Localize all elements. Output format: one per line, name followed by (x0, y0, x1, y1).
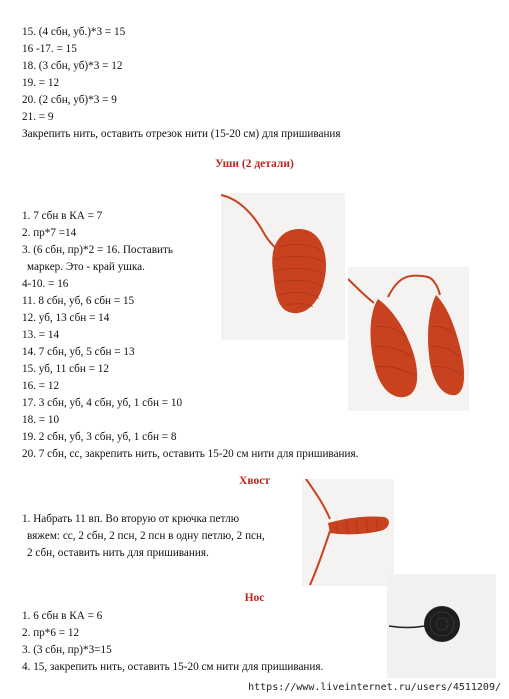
ears-pair-photo (348, 267, 469, 411)
top-line-3: 18. (3 сбн, уб)*3 = 12 (22, 60, 123, 72)
ears-line-8: 13. = 14 (22, 329, 60, 341)
source-url[interactable]: https://www.liveinternet.ru/users/4511209/ (248, 682, 501, 693)
tail-line-3: 2 сбн, оставить нить для пришивания. (27, 547, 209, 559)
ears-line-3: 3. (6 сбн, пр)*2 = 16. Поставить (22, 244, 174, 256)
tail-line-1: 1. Набрать 11 вп. Во вторую от крючка петлю (22, 513, 240, 525)
ears-title: Уши (2 детали) (215, 158, 294, 170)
nose-title: Нос (244, 592, 265, 604)
nose-line-2: 2. пр*6 = 12 (22, 627, 80, 639)
ears-line-5: 4-10. = 16 (22, 278, 69, 290)
ears-line-13: 18. = 10 (22, 414, 60, 426)
ears-line-11: 16. = 12 (22, 380, 60, 392)
ears-line-4: маркер. Это - край ушка. (27, 261, 145, 273)
ears-line-1: 1. 7 сбн в КА = 7 (22, 210, 103, 222)
top-line-6: 21. = 9 (22, 111, 54, 123)
top-line-7: Закрепить нить, оставить отрезок нити (15-20 см) для пришивания (22, 128, 341, 140)
tail-title: Хвост (239, 475, 270, 487)
ear-small-photo (221, 193, 345, 340)
ears-line-15: 20. 7 сбн, сс, закрепить нить, оставить 15-20 см нити для пришивания. (22, 448, 359, 460)
top-line-1: 15. (4 сбн, уб.)*3 = 15 (22, 26, 126, 38)
top-line-5: 20. (2 сбн, уб)*3 = 9 (22, 94, 117, 106)
ears-line-12: 17. 3 сбн, уб, 4 сбн, уб, 1 сбн = 10 (22, 397, 183, 409)
nose-line-1: 1. 6 сбн в КА = 6 (22, 610, 103, 622)
nose-line-4: 4. 15, закрепить нить, оставить 15-20 см нити для пришивания. (22, 661, 324, 673)
tail-photo (302, 479, 394, 586)
top-line-4: 19. = 12 (22, 77, 60, 89)
ears-line-6: 11. 8 сбн, уб, 6 сбн = 15 (22, 295, 135, 307)
ears-line-10: 15. уб, 11 сбн = 12 (22, 363, 109, 375)
top-line-2: 16 -17. = 15 (22, 43, 77, 55)
nose-line-3: 3. (3 сбн, пр)*3=15 (22, 644, 112, 656)
ears-line-2: 2. пр*7 =14 (22, 227, 77, 239)
ears-line-9: 14. 7 сбн, уб, 5 сбн = 13 (22, 346, 135, 358)
nose-photo (387, 574, 496, 678)
tail-line-2: вяжем: сс, 2 сбн, 2 псн, 2 псн в одну петлю, 2 псн, (27, 530, 265, 542)
ears-line-7: 12. уб, 13 сбн = 14 (22, 312, 110, 324)
ears-line-14: 19. 2 сбн, уб, 3 сбн, уб, 1 сбн = 8 (22, 431, 177, 443)
